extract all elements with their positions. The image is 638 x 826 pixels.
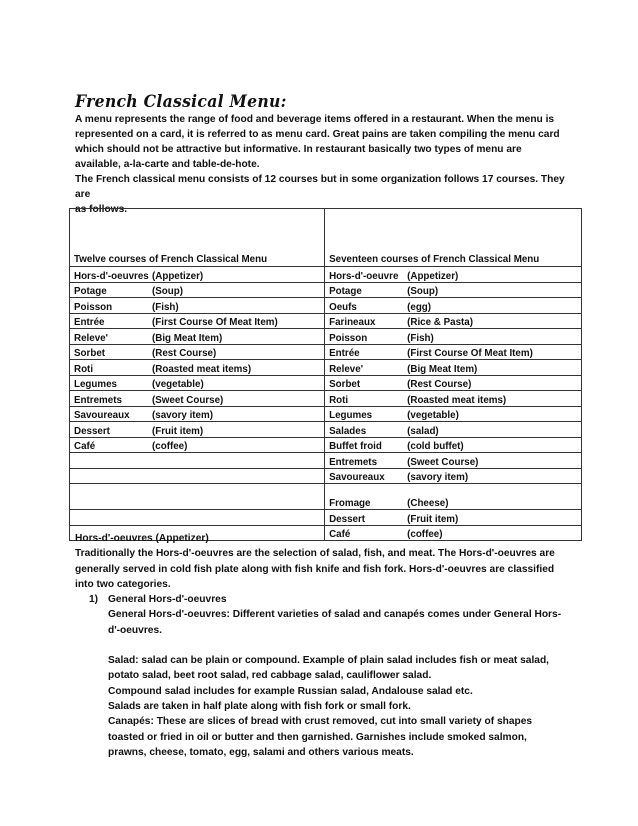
- table-row: [70, 391, 582, 407]
- course-english-name: (Big Meat Item): [152, 332, 223, 344]
- course-cell: [70, 422, 325, 438]
- course-cell: [70, 329, 325, 345]
- course-english-name: (egg): [407, 301, 432, 313]
- course-english-name: (savory item): [407, 472, 469, 483]
- course-cell: [70, 344, 325, 360]
- course-french-name: Entremets: [74, 394, 122, 406]
- course-english-name: (Sweet Course): [152, 394, 224, 406]
- intro-line: available, a-la-carte and table-de-hote.: [75, 159, 260, 170]
- list-item: [75, 592, 575, 760]
- table-row: [70, 329, 582, 345]
- course-english-name: (First Course Of Meat Item): [407, 348, 533, 359]
- course-cell: [70, 375, 325, 391]
- course-english-name: (vegetable): [407, 410, 459, 421]
- course-french-name: Legumes: [74, 379, 118, 390]
- course-english-name: (Big Meat Item): [407, 363, 478, 375]
- course-cell: [325, 375, 582, 391]
- detail-line: Salads are taken in half plate along with fish fork or small fork.: [108, 700, 411, 712]
- course-french-name: Potage: [74, 286, 107, 297]
- course-english-name: (First Course Of Meat Item): [152, 317, 278, 328]
- course-cell: [325, 437, 582, 453]
- course-french-name: Farineaux: [329, 317, 376, 328]
- numbered-list: [75, 592, 575, 760]
- course-english-name: (Rice & Pasta): [407, 317, 473, 328]
- course-french-name: Fromage: [329, 498, 371, 509]
- course-english-name: (Fruit item): [407, 513, 459, 525]
- course-cell: [325, 422, 582, 438]
- intro-line: The French classical menu consists of 12 courses but in some organization follows 17 courses. They are: [75, 174, 565, 200]
- empty-cell: [70, 484, 325, 510]
- intro-line: which should not be attractive but informative. In restaurant basically two types of menu are: [75, 144, 522, 155]
- table-row: [70, 344, 582, 360]
- course-english-name: (Fruit item): [152, 425, 204, 437]
- section-line: Traditionally the Hors-d'-oeuvres are the selection of salad, fish, and meat. The Hors-d'-oeuvres are: [75, 548, 555, 560]
- intro-paragraph: [75, 112, 575, 217]
- course-english-name: (Fish): [407, 332, 434, 344]
- course-french-name: Dessert: [329, 513, 366, 525]
- table-header-row: [70, 209, 582, 267]
- table-row: [70, 375, 582, 391]
- course-cell: [325, 360, 582, 376]
- course-english-name: (Soup): [152, 286, 184, 297]
- detail-line: Compound salad includes for example Russian salad, Andalouse salad etc.: [108, 685, 473, 697]
- course-cell: [325, 344, 582, 360]
- course-cell: [70, 313, 325, 329]
- course-french-name: Sorbet: [329, 379, 361, 390]
- course-french-name: Buffet froid: [329, 441, 382, 452]
- course-french-name: Entrée: [74, 317, 105, 328]
- paragraph-gap: [108, 638, 575, 653]
- course-french-name: Café: [329, 529, 351, 540]
- course-cell: [70, 298, 325, 314]
- course-cell: [325, 484, 582, 510]
- course-french-name: Poisson: [74, 301, 113, 313]
- course-cell: [325, 313, 582, 329]
- course-french-name: Salades: [329, 425, 367, 437]
- list-item-line: General Hors-d'-oeuvres: Different varieties of salad and canapés comes under General Hors-: [108, 609, 562, 621]
- course-english-name: (coffee): [407, 529, 443, 540]
- course-english-name: (Fish): [152, 301, 179, 313]
- empty-cell: [70, 510, 325, 526]
- detail-line: prawns, cheese, tomato, egg, salami and others various meats.: [108, 746, 414, 758]
- course-french-name: Hors-d'-oeuvre: [329, 270, 399, 282]
- table-row: [70, 282, 582, 298]
- course-cell: [325, 282, 582, 298]
- intro-line: represented on a card, it is referred to as menu card. Great pains are taken compiling the menu card: [75, 129, 560, 140]
- course-english-name: (coffee): [152, 441, 188, 452]
- table-row: [70, 510, 582, 526]
- course-cell: [325, 510, 582, 526]
- detail-line: Salad: salad can be plain or compound. Example of plain salad includes fish or meat salad,: [108, 655, 550, 667]
- table-row: [70, 406, 582, 422]
- course-cell: [325, 391, 582, 407]
- course-english-name: (Cheese): [407, 498, 449, 509]
- detail-line: Canapés: These are slices of bread with crust removed, cut into small variety of shapes: [108, 716, 533, 728]
- intro-line: A menu represents the range of food and beverage items offered in a restaurant. When the menu is: [75, 114, 555, 125]
- course-french-name: Releve': [329, 363, 364, 375]
- course-french-name: Oeufs: [329, 301, 357, 313]
- course-cell: [70, 391, 325, 407]
- table-row: [70, 298, 582, 314]
- course-french-name: Hors-d'-oeuvres: [74, 270, 149, 282]
- course-french-name: Entremets: [329, 456, 378, 468]
- table-row: [70, 484, 582, 510]
- section-line: generally served in cold fish plate along with fish knife and fish fork. Hors-d'-oeuvres are classified: [75, 563, 555, 575]
- course-cell: [325, 329, 582, 345]
- course-french-name: Legumes: [329, 410, 373, 421]
- course-cell: [70, 437, 325, 453]
- course-cell: [70, 406, 325, 422]
- course-english-name: (salad): [407, 425, 439, 437]
- course-cell: [325, 267, 582, 283]
- table-row: [70, 267, 582, 283]
- course-english-name: (Roasted meat items): [407, 394, 507, 406]
- course-french-name: Potage: [329, 286, 362, 297]
- header-seventeen-courses: Seventeen courses of French Classical Menu: [325, 209, 582, 267]
- course-cell: [325, 406, 582, 422]
- table-row: [70, 453, 582, 469]
- section-line: into two categories.: [75, 578, 171, 590]
- course-english-name: (Rest Course): [407, 379, 472, 390]
- course-english-name: (cold buffet): [407, 441, 464, 452]
- course-cell: [70, 267, 325, 283]
- course-english-name: (Appetizer): [152, 270, 204, 282]
- course-french-name: Savoureaux: [329, 472, 385, 483]
- course-cell: [70, 282, 325, 298]
- empty-cell: [70, 468, 325, 484]
- course-english-name: (vegetable): [152, 379, 204, 390]
- courses-table: [69, 208, 582, 541]
- page-title: French Classical Menu:: [75, 92, 287, 112]
- header-twelve-courses: Twelve courses of French Classical Menu: [70, 209, 325, 267]
- list-item-line: d'-oeuvres.: [108, 624, 162, 636]
- detail-line: potato salad, beet root salad, red cabbage salad, cauliflower salad.: [108, 670, 432, 682]
- course-english-name: (Rest Course): [152, 348, 217, 359]
- course-french-name: Savoureaux: [74, 410, 130, 421]
- course-english-name: (savory item): [152, 410, 213, 421]
- detail-line: toasted or fried in oil or butter and then garnished. Garnishes include smoked salmon,: [108, 731, 527, 743]
- table-row: [70, 468, 582, 484]
- course-french-name: Sorbet: [74, 348, 106, 359]
- course-english-name: (Soup): [407, 286, 439, 297]
- course-english-name: (Roasted meat items): [152, 363, 252, 375]
- section-heading: Hors-d'-oeuvres (Appetizer): [75, 533, 209, 544]
- course-cell: [325, 298, 582, 314]
- list-number: 1): [89, 594, 99, 606]
- course-cell: [70, 360, 325, 376]
- table-row: [70, 422, 582, 438]
- course-cell: [325, 453, 582, 469]
- table-row: [70, 437, 582, 453]
- course-french-name: Café: [74, 441, 96, 452]
- course-french-name: Roti: [329, 394, 349, 406]
- course-french-name: Roti: [74, 363, 94, 375]
- intro-line: as follows.: [75, 204, 128, 215]
- course-french-name: Dessert: [74, 425, 110, 437]
- empty-cell: [70, 453, 325, 469]
- course-french-name: Poisson: [329, 332, 368, 344]
- course-french-name: Entrée: [329, 348, 360, 359]
- table-row: [70, 313, 582, 329]
- table-row: [70, 360, 582, 376]
- course-english-name: (Sweet Course): [407, 456, 479, 468]
- course-cell: [325, 468, 582, 484]
- list-item-title: General Hors-d'-oeuvres: [108, 594, 227, 606]
- appetizer-section: [75, 531, 575, 760]
- course-english-name: (Appetizer): [407, 270, 459, 282]
- course-french-name: Releve': [74, 332, 108, 344]
